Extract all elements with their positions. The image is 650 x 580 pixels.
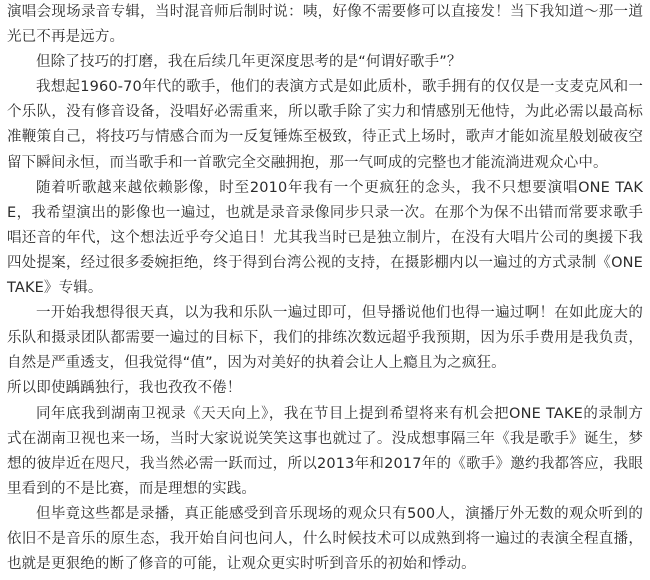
paragraph: 一开始我想得很天真，以为我和乐队一遍过即可，但导播说他们也得一遍过啊！在如此庞大的乐队和摄录团队都需要一遍过的目标下，我们的排练次数远超乎我预期，因为乐手费用是我负责，自然是严重透支，但我觉得“值”，因为对美好的执着会让人上瘾且为之疯狂。 [7,305,643,372]
paragraph: 但除了技巧的打磨，我在后续几年更深度思考的是“何谓好歌手”？ [36,54,462,71]
paragraph: 演唱会现场录音专辑，当时混音师后制时说：咦，好像不需要修可以直接发！当下我知道～那一道光已不再是远方。 [7,4,643,46]
paragraph: 同年底我到湖南卫视录《天天向上》，我在节目上提到希望将来有机会把ONE TAKE的录制方式在湖南卫视也来一场，当时大家说说笑笑这事也就过了。没成想事隔三年《我是歌手》诞生，梦想的彼岸近在咫尺，我当然必需一跃而过，所以2013年和2017年的《歌手》邀约我都答应，我眼里看到的不是比赛，而是理想的实践。 [7,405,643,497]
paragraph: 随着听歌越来越依赖影像，时至2010年我有一个更疯狂的念头，我不只想要演唱ONE TAKE，我希望演出的影像也一遍过，也就是录音录像同步只录一次。在那个为保不出错而常要求歌手唱还音的年代，这个想法近乎夸父追日！尤其我当时已是独立制片，在没有大唱片公司的奥援下我四处提案，经过很多委婉拒绝，终于得到台湾公视的支持，在摄影棚内以一遍过的方式录制《ONE TAKE》专辑。 [7,179,643,297]
paragraph: 但毕竟这些都是录播，真正能感受到音乐现场的观众只有500人，演播厅外无数的观众听到的依旧不是音乐的原生态，我开始自问也问人，什么时候技术可以成熟到将一遍过的表演全程直播，也就是更狠绝的断了修音的可能，让观众更实时听到音乐的初始和悸动。 [7,505,643,573]
paragraph: 所以即使踽踽独行，我也孜孜不倦！ [7,380,242,397]
paragraph: 我想起1960-70年代的歌手，他们的表演方式是如此质朴，歌手拥有的仅仅是一支麦克风和一个乐队，没有修音设备，没唱好必需重来，所以歌手除了实力和情感别无他恃，为此必需以最高标准鞭策自己，将技巧与情感合而为一反复锤炼至极致，待正式上场时，歌声才能如流星般划破夜空留下瞬间永恒，而当歌手和一首歌完全交融拥抱，那一气呵成的完整也才能流淌进观众心中。 [7,79,643,171]
